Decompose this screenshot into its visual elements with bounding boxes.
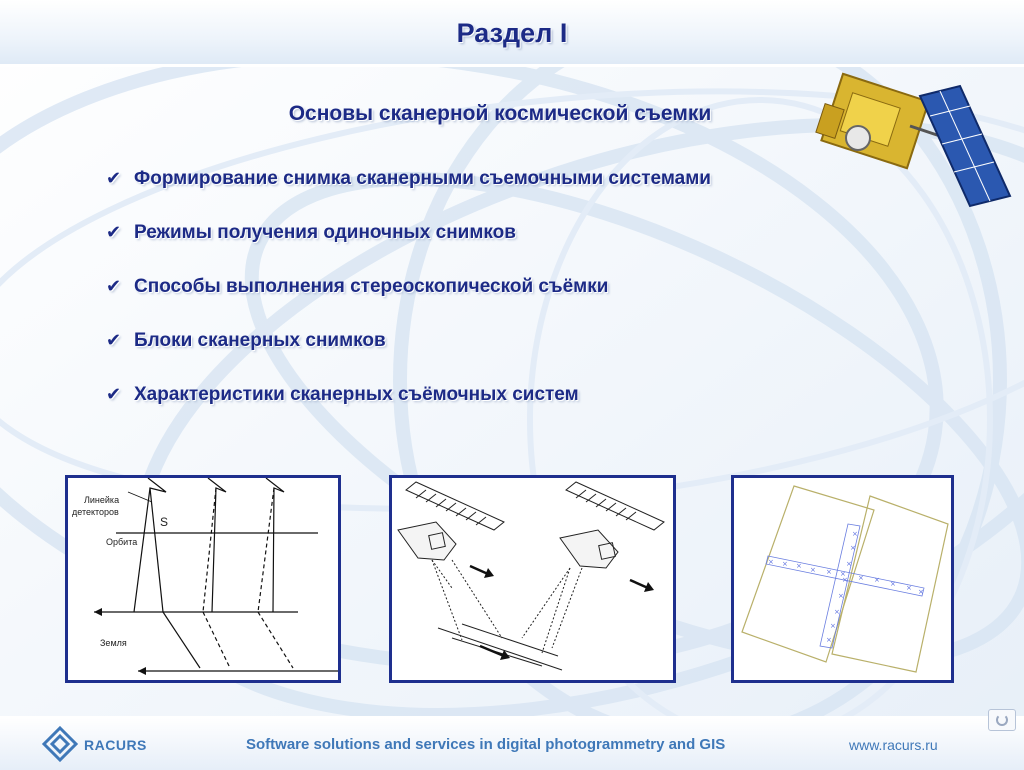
slide-title: Раздел I — [456, 18, 568, 48]
footer-url-link[interactable]: www.racurs.ru — [849, 737, 938, 753]
svg-text:×: × — [826, 568, 832, 576]
bullet-text: Характеристики сканерных съёмочных систем — [134, 384, 579, 405]
svg-text:×: × — [846, 560, 852, 568]
bullet-text: Способы выполнения стереоскопической съёмки — [134, 276, 609, 297]
checkmark-icon: ✔ — [106, 222, 122, 242]
checkmark-icon: ✔ — [106, 330, 122, 350]
racurs-logo-icon — [40, 724, 80, 764]
bullet-text: Режимы получения одиночных снимков — [134, 222, 516, 243]
svg-text:×: × — [906, 584, 912, 592]
bullet-list — [106, 168, 711, 438]
slide-subtitle: Основы сканерной космической съемки — [288, 102, 712, 125]
bullet-item — [106, 384, 711, 438]
label-detector-line2: детекторов — [72, 507, 119, 517]
svg-text:×: × — [852, 530, 858, 538]
svg-text:×: × — [850, 544, 856, 552]
label-s: S — [160, 515, 169, 529]
checkmark-icon: ✔ — [106, 384, 122, 404]
svg-text:×: × — [838, 592, 844, 600]
svg-text:×: × — [768, 558, 774, 566]
stereo-acquisition-diagram — [389, 475, 676, 683]
return-button[interactable] — [988, 709, 1016, 731]
svg-text:×: × — [890, 580, 896, 588]
svg-text:×: × — [874, 576, 880, 584]
bullet-item — [106, 168, 711, 222]
label-detector-line1: Линейка — [84, 495, 120, 505]
svg-text:×: × — [796, 562, 802, 570]
svg-text:×: × — [834, 608, 840, 616]
svg-text:×: × — [782, 560, 788, 568]
footer-tagline: Software solutions and services in digital photogrammetry and GIS — [246, 736, 726, 753]
svg-text:×: × — [830, 622, 836, 630]
svg-text:×: × — [918, 588, 924, 596]
label-orbit: Орбита — [106, 537, 138, 547]
svg-text:×: × — [840, 570, 846, 578]
label-earth: Земля — [100, 638, 127, 648]
image-block-diagram — [731, 475, 954, 683]
racurs-logo-text: RACURS — [84, 737, 147, 753]
return-icon — [996, 714, 1008, 726]
svg-text:×: × — [826, 636, 832, 644]
bullet-item — [106, 330, 711, 384]
svg-text:×: × — [858, 574, 864, 582]
svg-text:×: × — [842, 576, 848, 584]
svg-text:×: × — [810, 566, 816, 574]
bullet-text: Блоки сканерных снимков — [134, 330, 386, 351]
checkmark-icon: ✔ — [106, 168, 122, 188]
bullet-text: Формирование снимка сканерными съемочными системами — [134, 168, 711, 189]
scanner-geometry-diagram — [65, 475, 341, 683]
bullet-item — [106, 222, 711, 276]
bullet-item — [106, 276, 711, 330]
checkmark-icon: ✔ — [106, 276, 122, 296]
satellite-illustration — [800, 66, 1024, 216]
